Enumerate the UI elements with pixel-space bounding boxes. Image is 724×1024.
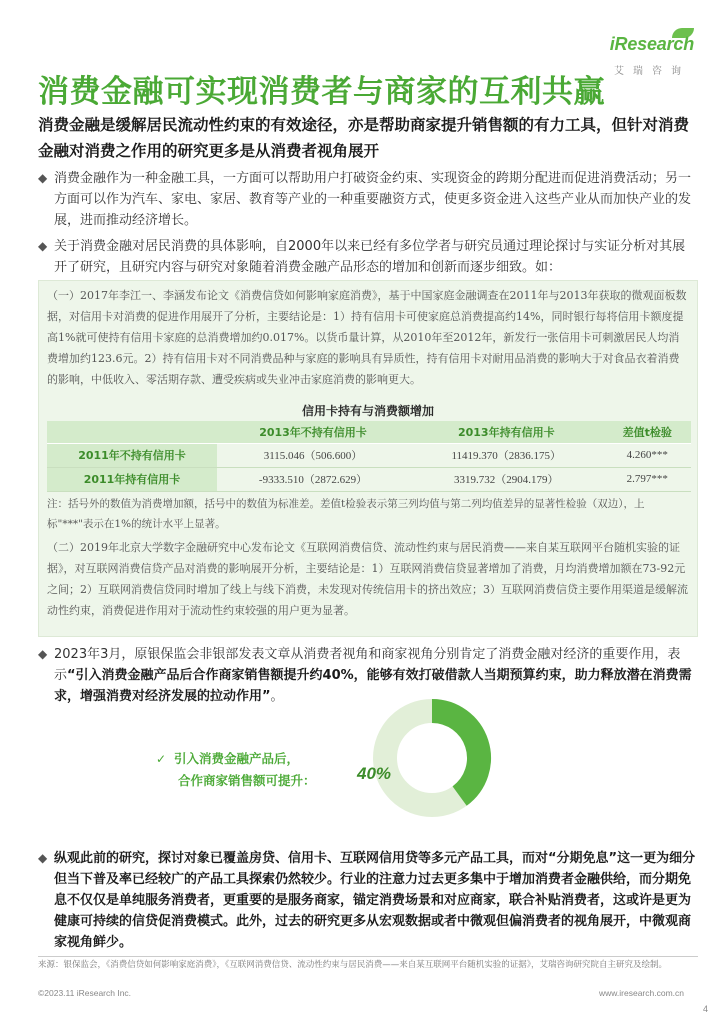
- bullet-consumer-finance-tool: [38, 168, 698, 231]
- diamond-bullet-icon: ◆: [38, 647, 48, 661]
- table-cell: -9333.510（2872.629）: [217, 467, 409, 491]
- table-cell: 3319.732（2904.179）: [409, 467, 604, 491]
- bullet-quote: “引入消费金融产品后合作商家销售额提升约40%，能够有效打破借款人当期预算约束，助力释放潜在消费需求，增强消费对经济发展的拉动作用”: [54, 668, 692, 704]
- research-para-2: （二）2019年北京大学数字金融研究中心发布论文《互联网消费信贷、流动性约束与居民消费——来自某互联网平台随机实验的证据》，对互联网消费信贷产品对消费的影响展开分析，主要结论是：1）互联网消费信贷显著增加了消费，月均消费增加额在73-92元之间；2）互联网消费信贷同时增加了线上与线下消费，未发现对传统信用卡的挤出效应；3）互联网消费信贷主要作用渠道是缓解流动性约束，消费促进作用对于流动性约束较强的用户更为显著。: [47, 541, 688, 617]
- page-number: 4: [702, 1004, 708, 1014]
- bullet-text: 消费金融作为一种金融工具，一方面可以帮助用户打破资金约束、实现资金的跨期分配进而促进消费活动；另一方面可以作为汽车、家电、家居、教育等产业的一种重要融资方式，使更多资金进入这些产业从而加快产业的发展，进而推动经济增长。: [54, 171, 692, 228]
- bullet-research-gap: [38, 848, 698, 953]
- page-subtitle: 消费金融是缓解居民流动性约束的有效途径，亦是帮助商家提升销售额的有力工具，但针对消费金融对消费之作用的研究更多是从消费者视角展开: [38, 116, 690, 160]
- diamond-bullet-icon: ◆: [38, 171, 48, 185]
- website-link[interactable]: www.iresearch.com.cn: [598, 988, 684, 998]
- bullet-regulator-view: [38, 644, 698, 707]
- credit-card-table: [47, 421, 691, 492]
- page-title: 消费金融可实现消费者与商家的互利共赢: [38, 74, 605, 110]
- donut-value-arc: [432, 711, 479, 796]
- table-cell: 11419.370（2836.175）: [409, 443, 604, 467]
- table-cell: 4.260***: [604, 443, 691, 467]
- bullet-text: 2023年3月，原银保监会非银部发表文章从消费者视角和商家视角分别肯定了消费金融对经济的重要作用，表示: [54, 647, 681, 683]
- table-note: 注：括号外的数值为消费增加额，括号中的数值为标准差。差值t检验表示第三列均值与第二列均值差异的显著性检验（双边），上标"***"表示在1%的统计水平上显著。: [47, 498, 645, 530]
- sales-lift-callout: [156, 748, 316, 792]
- brand-sub: 艾瑞咨询: [614, 66, 690, 77]
- iresearch-logo: [598, 22, 694, 80]
- bullet-text: 关于消费金融对居民消费的具体影响，自2000年以来已经有多位学者与研究员通过理论探讨与实证分析对其展开了研究，且研究内容与研究对象随着消费金融产品形态的增加和创新而逐步细致。如：: [54, 239, 686, 275]
- row-label: 2011年不持有信用卡: [47, 443, 217, 467]
- check-icon: ✓: [156, 752, 167, 766]
- copyright: ©2023.11 iResearch Inc.: [38, 988, 132, 998]
- table-cell: 2.797***: [604, 467, 691, 491]
- table-header-cell: 差值t检验: [604, 421, 691, 443]
- table-header-cell: [47, 421, 217, 443]
- research-para-1: （一）2017年李江一、李涵发布论文《消费信贷如何影响家庭消费》，基于中国家庭金融调查在2011年与2013年获取的微观面板数据，对信用卡对消费的促进作用展开了分析，主要结论是：1）持有信用卡可使家庭总消费提高约14%，同时银行每将信用卡额度提高1%就可使持有信用卡家庭的总消费增加约0.017%。以货币量计算，从2010年至2012年，新发行一张信用卡可刺激居民人均消费增加约123.6元。2）持有信用卡对不同消费品种与家庭的影响具有异质性，持有信用卡对耐用品消费的影响大于对食品衣着消费的影响，中低收入、零活期存款、遭受疾病或失业冲击家庭消费的影响更大。: [47, 289, 687, 386]
- bullet-text-end: 。: [270, 689, 284, 704]
- donut-svg: [372, 698, 492, 818]
- research-box: [38, 280, 698, 637]
- table-row: [47, 467, 691, 491]
- row-label: 2011年持有信用卡: [47, 467, 217, 491]
- callout-line-1: 引入消费金融产品后，: [174, 751, 300, 766]
- brand-name: iResearch: [609, 34, 694, 54]
- table-header-row: [47, 421, 691, 443]
- bullet-research-history: [38, 236, 698, 278]
- sales-lift-donut: [372, 698, 492, 818]
- sales-lift-value: 40%: [357, 764, 392, 783]
- source-note: 来源：银保监会，《消费信贷如何影响家庭消费》，《互联网消费信贷、流动性约束与居民消费——来自某互联网平台随机实验的证据》，艾瑞咨询研究院自主研究及绘制。: [38, 956, 698, 971]
- table-header-cell: 2013年不持有信用卡: [217, 421, 409, 443]
- table-cell: 3115.046（506.600）: [217, 443, 409, 467]
- table-header-cell: 2013年持有信用卡: [409, 421, 604, 443]
- diamond-bullet-icon: ◆: [38, 851, 48, 865]
- table-title: 信用卡持有与消费额增加: [301, 404, 434, 418]
- bullet-text: 纵观此前的研究，探讨对象已覆盖房贷、信用卡、互联网信用贷等多元产品工具，而对“分期免息”这一更为细分但当下普及率已经较广的产品工具探索仍然较少。行业的注意力过去更多集中于增加消费者金融供给，而分期免息不仅仅是单纯服务消费者，更重要的是服务商家，锚定消费场景和对应商家，联合补贴消费者，这或许是更为健康可持续的信贷促消费模式。此外，过去的研究更多从宏观数据或者中微观但偏消费者的视角展开，中微观商家视角鲜少。: [54, 851, 696, 950]
- diamond-bullet-icon: ◆: [38, 239, 48, 253]
- callout-line-2: 合作商家销售额可提升：: [178, 773, 316, 788]
- table-row: [47, 443, 691, 467]
